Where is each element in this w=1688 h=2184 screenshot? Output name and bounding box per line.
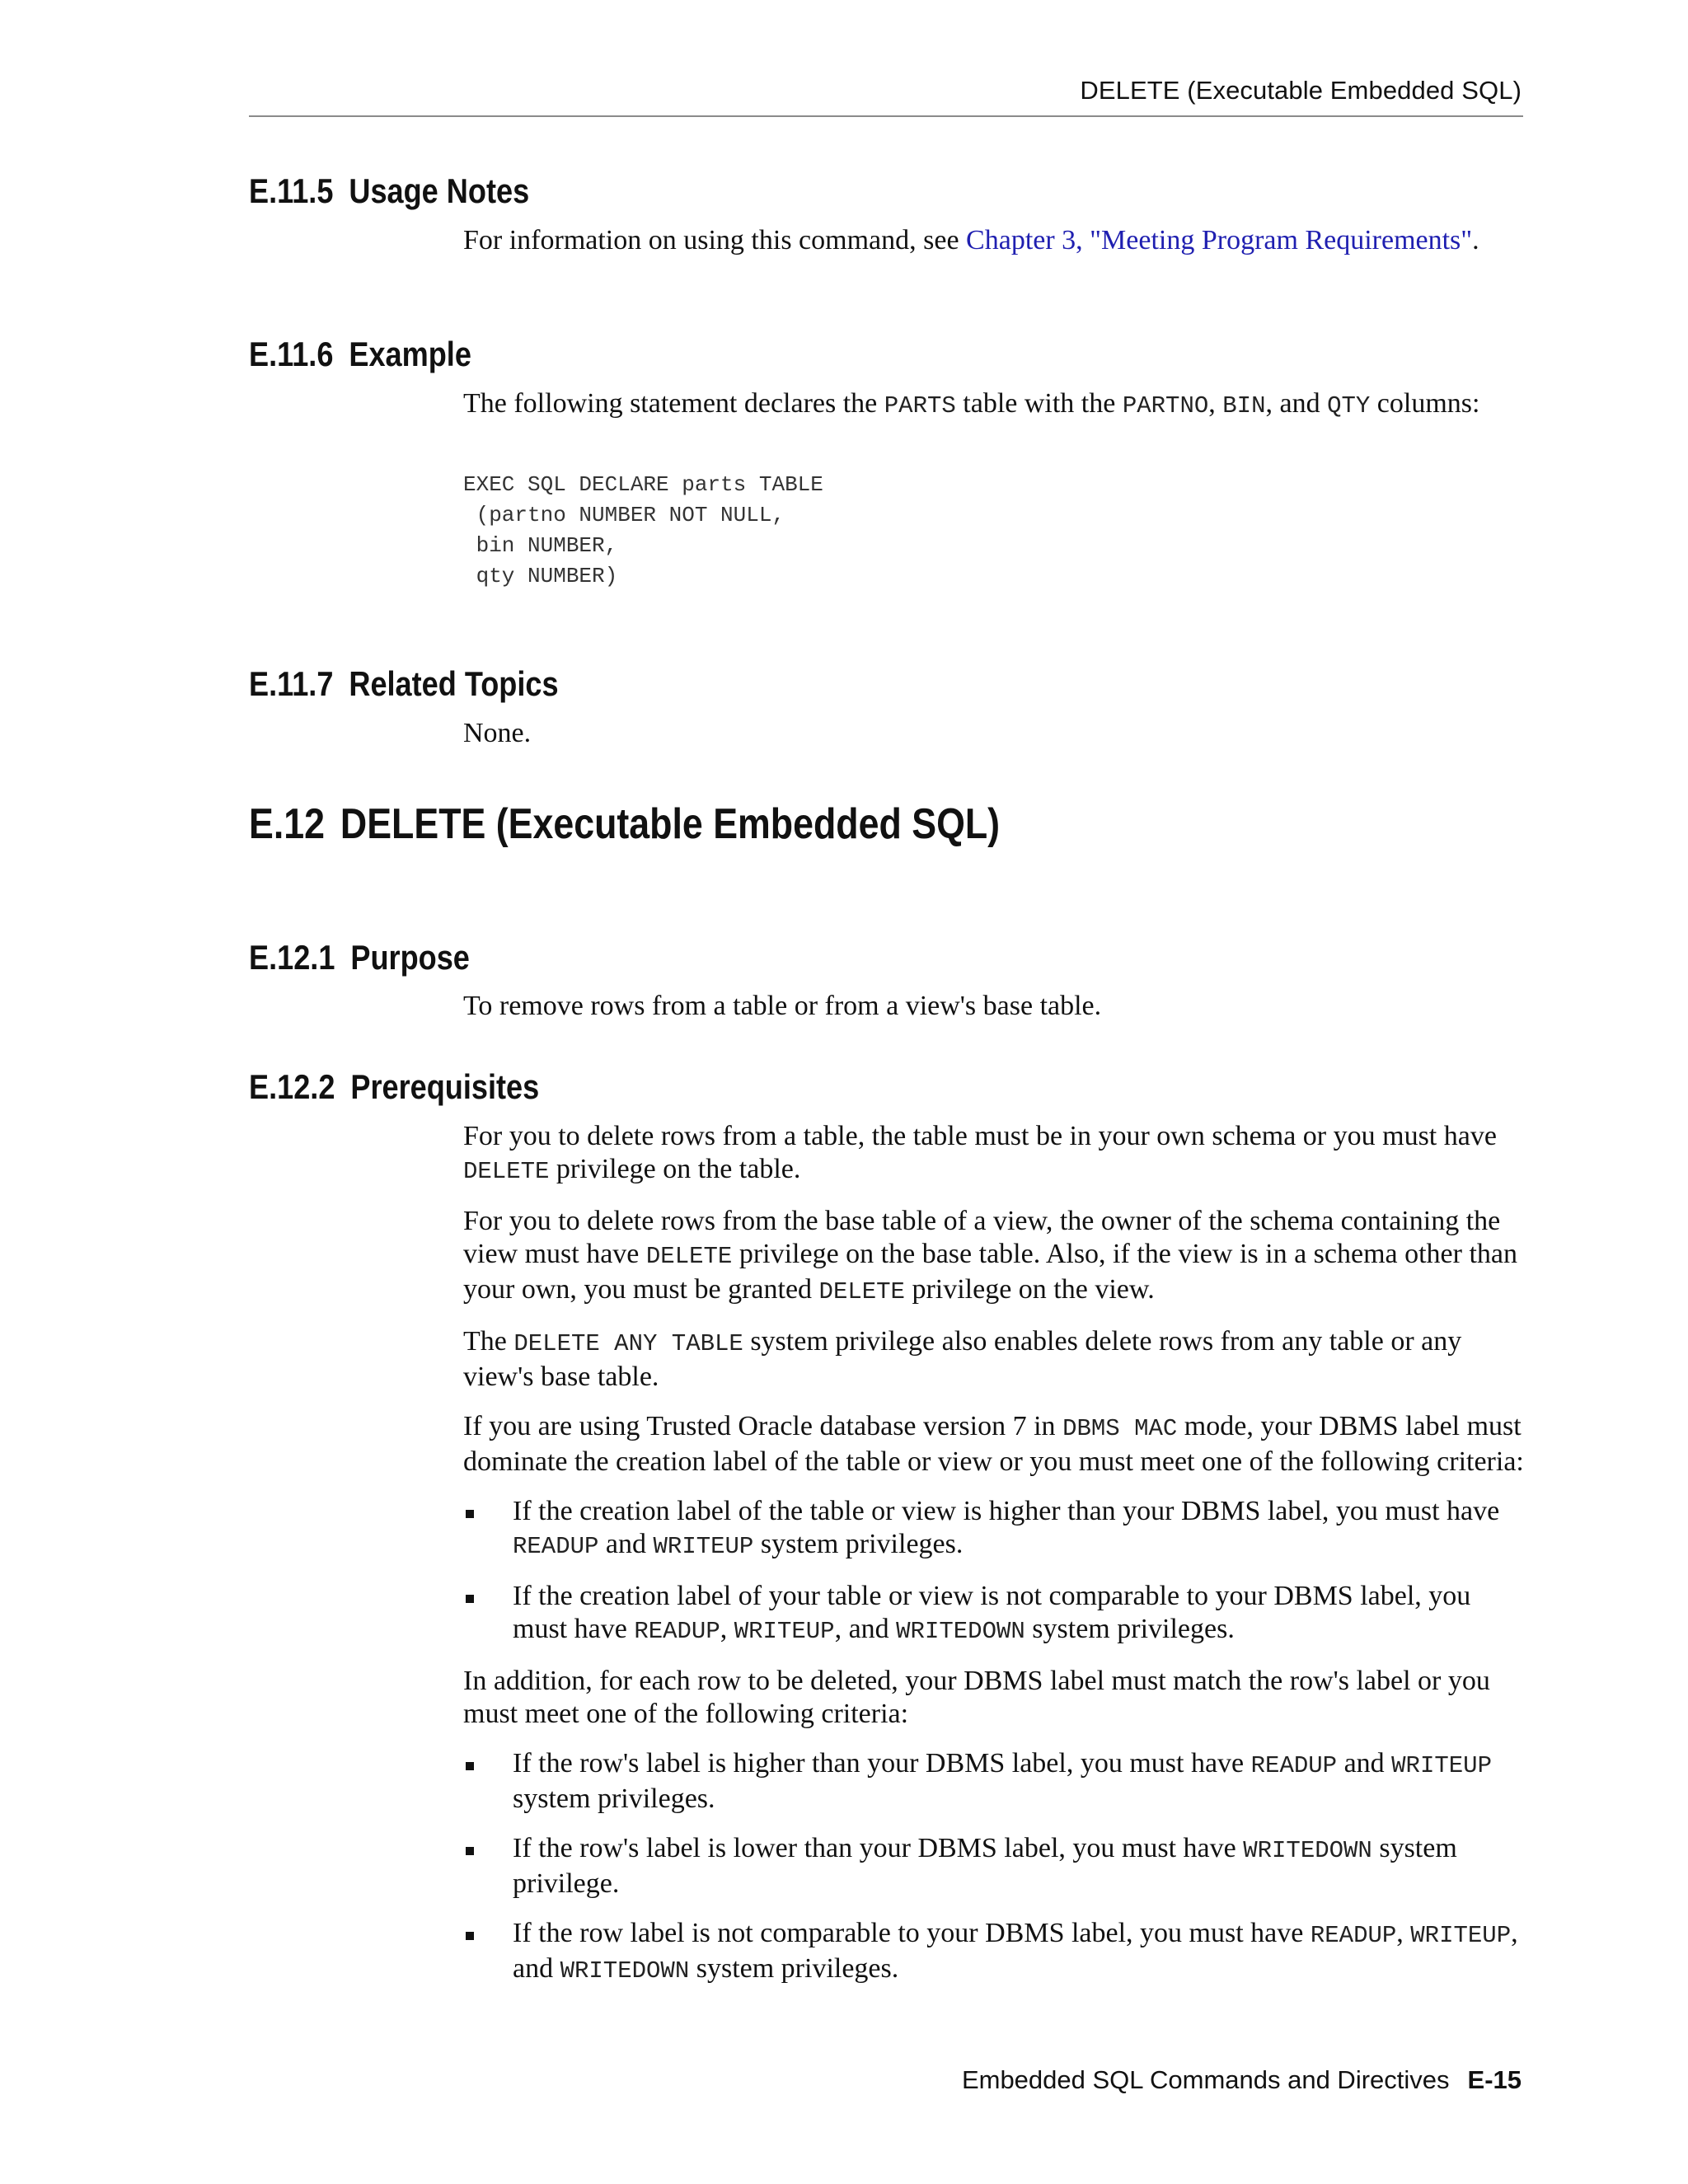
section-heading-e11-5 — [249, 171, 529, 211]
code-bin: BIN — [1222, 392, 1266, 419]
purpose-body — [463, 990, 1526, 1039]
prerequisites-body — [463, 1120, 1526, 2004]
section-heading-e12 — [249, 799, 1000, 849]
code-qty: QTY — [1327, 392, 1371, 419]
section-number: E.12 — [249, 800, 326, 848]
bullet-square-icon — [466, 1595, 474, 1603]
usage-notes-paragraph: For information on using this command, see Chapter 3, "Meeting Program Requirements". — [463, 225, 1479, 255]
section-number: E.12.2 — [249, 1067, 335, 1106]
code-parts: PARTS — [884, 392, 956, 419]
list-item: If the row's label is higher than your DBMS label, you must have READUP and WRITEUP system privileges. — [463, 1747, 1526, 1816]
section-title: Example — [349, 335, 471, 373]
prereq-paragraph-2: For you to delete rows from the base table of a view, the owner of the schema containing the view must have DELETE privilege on the base table. Also, if the view is in a schema other than your own, you must be granted DELETE privilege on the view. — [463, 1206, 1518, 1305]
header-rule — [249, 115, 1523, 117]
prereq-paragraph-4: If you are using Trusted Oracle database version 7 in DBMS MAC mode, your DBMS label must dominate the creation label of the table or view or you must meet one of the following criteria: — [463, 1411, 1524, 1477]
code-example-block: EXEC SQL DECLARE parts TABLE (partno NUMBER NOT NULL, bin NUMBER, qty NUMBER) — [463, 472, 823, 588]
purpose-text: To remove rows from a table or from a view's base table. — [463, 991, 1102, 1021]
related-topics-body — [463, 717, 1526, 766]
section-heading-e11-6 — [249, 335, 471, 374]
usage-notes-body — [463, 224, 1526, 274]
related-topics-text: None. — [463, 718, 532, 748]
section-number: E.11.7 — [249, 664, 334, 703]
section-title: DELETE (Executable Embedded SQL) — [340, 800, 1001, 848]
chapter-3-link[interactable]: Chapter 3, "Meeting Program Requirements" — [966, 225, 1473, 255]
section-heading-e11-7 — [249, 664, 559, 704]
page-footer — [962, 2065, 1522, 2095]
section-number: E.11.6 — [249, 335, 334, 373]
section-number: E.12.1 — [249, 938, 335, 977]
section-title: Purpose — [350, 938, 470, 977]
prereq-paragraph-3: The DELETE ANY TABLE system privilege also enables delete rows from any table or any view's base table. — [463, 1326, 1462, 1392]
page-number: E-15 — [1467, 2065, 1522, 2094]
footer-book-title: Embedded SQL Commands and Directives — [961, 2065, 1450, 2094]
list-item: If the row's label is lower than your DBMS label, you must have WRITEDOWN system privilege. — [463, 1832, 1526, 1900]
section-number: E.11.5 — [249, 171, 334, 210]
list-item: If the row label is not comparable to your DBMS label, you must have READUP, WRITEUP, and WRITEDOWN system privileges. — [463, 1917, 1526, 1988]
section-title: Related Topics — [349, 664, 559, 703]
section-heading-e12-2 — [249, 1067, 539, 1107]
criteria-list-2 — [463, 1747, 1526, 1988]
bullet-square-icon — [466, 1847, 474, 1855]
example-paragraph: The following statement declares the PARTS table with the PARTNO, BIN, and QTY columns: — [463, 388, 1480, 419]
bullet-square-icon — [466, 1762, 474, 1770]
criteria-list-1 — [463, 1495, 1526, 1648]
example-body — [463, 387, 1526, 439]
bullet-square-icon — [466, 1510, 474, 1518]
section-title: Prerequisites — [350, 1067, 540, 1106]
section-title: Usage Notes — [349, 171, 530, 210]
code-partno: PARTNO — [1122, 392, 1209, 419]
prereq-paragraph-1: For you to delete rows from a table, the table must be in your own schema or you must have DELETE privilege on the table. — [463, 1121, 1497, 1185]
list-item: If the creation label of the table or view is higher than your DBMS label, you must have READUP and WRITEUP system privileges. — [463, 1495, 1526, 1563]
prereq-paragraph-5: In addition, for each row to be deleted, your DBMS label must match the row's label or you must meet one of the following criteria: — [463, 1666, 1490, 1729]
running-header: DELETE (Executable Embedded SQL) — [1080, 76, 1522, 105]
bullet-square-icon — [466, 1932, 474, 1940]
list-item: If the creation label of your table or view is not comparable to your DBMS label, you must have READUP, WRITEUP, and WRITEDOWN system privileges. — [463, 1580, 1526, 1648]
section-heading-e12-1 — [249, 938, 470, 977]
